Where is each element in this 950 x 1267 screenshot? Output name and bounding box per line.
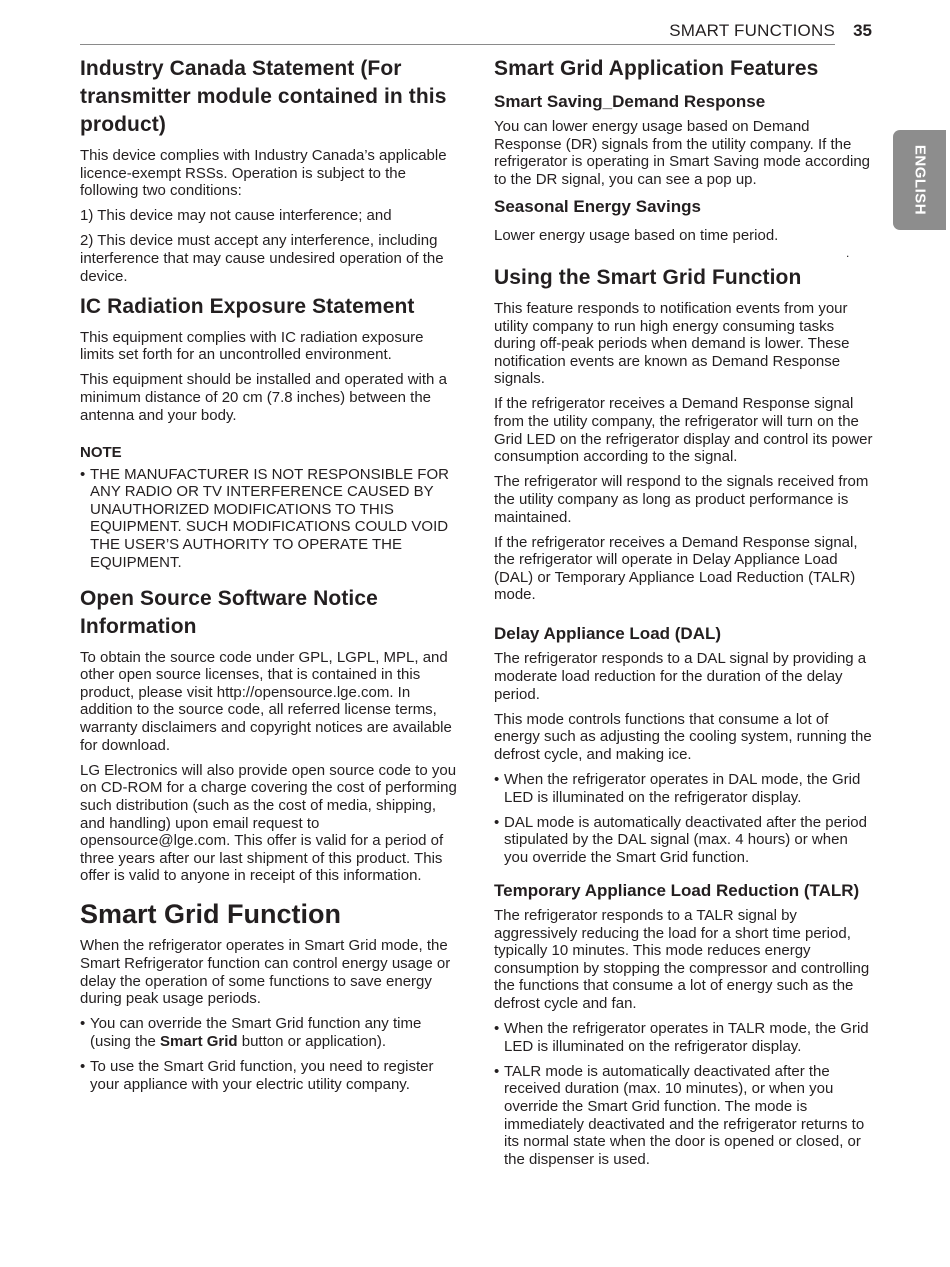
smart-grid-function-list (80, 1015, 460, 1093)
industry-canada-heading: Industry Canada Statement (For transmitter module contained in this product) (80, 57, 447, 136)
smart-grid-button-name: Smart Grid (160, 1032, 238, 1050)
dal-section (494, 623, 876, 866)
smart-saving-paragraph: You can lower energy usage based on Demand Response (DR) signals from the utility company. If the refrigerator is operating in Smart Saving mode according to the DR signal, you can see a pop up. (494, 118, 871, 188)
open-source-paragraph-2: LG Electronics will also provide open source code to you on CD-ROM for a charge covering the cost of performing such distribution (such as the cost of media, shipping, and handling) upon email request to opensource@lge.com. This offer is valid for a period of three years after our last shipment of this product. This offer is valid to anyone in receipt of this information. (80, 761, 457, 885)
note-item: • THE MANUFACTURER IS NOT RESPONSIBLE FOR ANY RADIO OR TV INTERFERENCE CAUSED BY UNAUTHORIZED MODIFICATIONS TO THIS EQUIPMENT. SUCH MODIFICATIONS COULD VOID THE USER’S AUTHORITY TO OPERATE THE EQUIPMENT. (80, 466, 460, 572)
ic-radiation-paragraph-2: This equipment should be installed and operated with a minimum distance of 20 cm (7.8 inches) between the antenna and your body. (80, 371, 447, 424)
dal-list (494, 771, 876, 866)
page-number: 35 (853, 21, 872, 40)
industry-canada-condition-2: 2) This device must accept any interference, including interference that may cause undesired operation of the device. (80, 232, 444, 285)
smart-grid-function-heading: Smart Grid Function (80, 899, 342, 930)
talr-bullet-2: • TALR mode is automatically deactivated after the received duration (max. 10 minutes), or when you override the Smart Grid function. The mode is immediately deactivated and the refrigerator returns to its normal state when the door is opened or closed, or the dispenser is used. (494, 1063, 876, 1169)
stray-period: . (846, 246, 850, 260)
dal-paragraph-1: The refrigerator responds to a DAL signal by providing a moderate load reduction for the duration of the delay period. (494, 650, 867, 703)
dal-bullet-2: • DAL mode is automatically deactivated after the period stipulated by the DAL signal (max. 4 hours) or when you override the Smart Grid function. (494, 814, 876, 867)
open-source-paragraph-1: To obtain the source code under GPL, LGPL, MPL, and other open source licenses, that is contained in this product, please visit http://opensource.lge.com. In addition to the source code, all referred license terms, warranty disclaimers and copyright notices are available for download. (80, 648, 452, 754)
application-features-section (494, 55, 876, 244)
note-section (80, 444, 460, 572)
talr-list (494, 1020, 876, 1168)
smart-saving-subheading: Smart Saving_Demand Response (494, 92, 766, 111)
ic-radiation-heading: IC Radiation Exposure Statement (80, 294, 415, 318)
ic-radiation-paragraph-1: This equipment complies with IC radiation exposure limits set forth for an uncontrolled environment. (80, 328, 424, 364)
industry-canada-section (80, 55, 460, 285)
using-smart-grid-paragraph-3: The refrigerator will respond to the signals received from the utility company as long as product performance is maintained. (494, 473, 869, 526)
language-tab (893, 130, 946, 230)
dal-paragraph-2: This mode controls functions that consume a lot of energy such as adjusting the cooling system, running the defrost cycle, and making ice. (494, 710, 872, 763)
note-list (80, 466, 460, 572)
right-column (494, 55, 876, 1176)
override-bullet (80, 1015, 460, 1050)
dal-bullet-1: • When the refrigerator operates in DAL mode, the Grid LED is illuminated on the refrigerator display. (494, 771, 876, 806)
talr-section (494, 880, 876, 1168)
using-smart-grid-section (494, 264, 876, 604)
using-smart-grid-heading: Using the Smart Grid Function (494, 265, 802, 289)
header-divider (80, 44, 835, 45)
using-smart-grid-paragraph-4: If the refrigerator receives a Demand Response signal, the refrigerator will operate in Delay Appliance Load (DAL) or Temporary Appliance Load Reduction (TALR) mode. (494, 533, 858, 604)
application-features-heading: Smart Grid Application Features (494, 57, 819, 80)
ic-radiation-section (80, 293, 460, 424)
override-bullet-text-end: button or application). (237, 1032, 387, 1050)
register-bullet: • To use the Smart Grid function, you need to register your appliance with your electric utility company. (80, 1058, 460, 1093)
dal-heading: Delay Appliance Load (DAL) (494, 624, 722, 644)
left-column (80, 55, 460, 1101)
override-bullet-text-start: You can override the Smart Grid function any time (using the (90, 1015, 422, 1050)
talr-heading: Temporary Appliance Load Reduction (TALR) (494, 881, 860, 900)
industry-canada-paragraph-1: This device complies with Industry Canada’s applicable licence-exempt RSSs. Operation is subject to the following two conditions: (80, 147, 447, 200)
smart-grid-function-paragraph: When the refrigerator operates in Smart Grid mode, the Smart Refrigerator function can control energy usage or delay the operation of some functions to save energy during peak usage periods. (80, 937, 451, 1008)
using-smart-grid-paragraph-2: If the refrigerator receives a Demand Response signal from the utility company, the refrigerator will turn on the Grid LED on the refrigerator display and control its power consumption according to the signal. (494, 395, 873, 466)
open-source-heading: Open Source Software Notice Information (80, 586, 378, 638)
talr-paragraph-1: The refrigerator responds to a TALR signal by aggressively reducing the load for a short time period, typically 10 minutes. This mode reduces energy consumption by stopping the compressor and controlling the functions that consume a lot of energy such as the defrost cycle and fan. (494, 907, 870, 1012)
industry-canada-condition-1: 1) This device may not cause interference; and (80, 207, 392, 225)
seasonal-savings-paragraph: Lower energy usage based on time period. (494, 226, 779, 244)
seasonal-savings-subheading: Seasonal Energy Savings (494, 196, 701, 216)
language-tab-label: ENGLISH (911, 144, 928, 216)
open-source-section (80, 585, 460, 885)
note-title: NOTE (80, 443, 122, 461)
using-smart-grid-paragraph-1: This feature responds to notification events from your utility company to run high energy consuming tasks during off-peak periods when demand is lower. These notification events are known as Demand Response signals. (494, 299, 850, 388)
page-header (80, 18, 872, 46)
talr-bullet-1: • When the refrigerator operates in TALR mode, the Grid LED is illuminated on the refrigerator display. (494, 1020, 876, 1055)
section-title: SMART FUNCTIONS (669, 21, 835, 40)
smart-grid-function-section (80, 898, 460, 1093)
